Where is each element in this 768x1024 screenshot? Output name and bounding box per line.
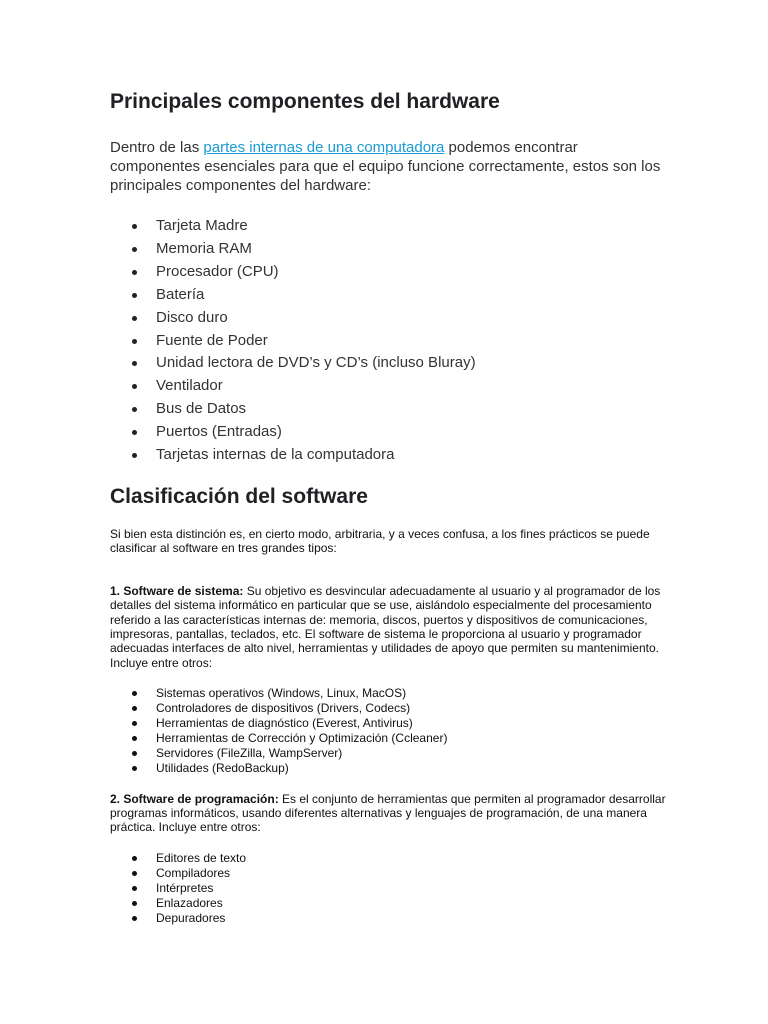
list-item: Herramientas de Corrección y Optimización (Ccleaner) xyxy=(110,731,670,746)
document-page xyxy=(110,86,670,925)
list-item: Puertos (Entradas) xyxy=(110,421,670,444)
software-sistema-text: Su objetivo es desvincular adecuadamente al usuario y al programador de los detalles del sistema informático en particular que se use, aislándolo especialmente del procesamiento referido a las características internas de: memoria, discos, puertos y dispositivos de comunicaciones, impresoras, pantallas, teclados, etc. El software de sistema le proporciona al usuario y programador adecuadas interfaces de alto nivel, herramientas y utilidades de apoyo que permiten su mantenimiento. Incluye entre otros: xyxy=(110,583,661,670)
software-programacion-text: Es el conjunto de herramientas que permiten al programador desarrollar programas informáticos, usando diferentes alternativas y lenguajes de programación, de una manera práctica. Incluye entre otros: xyxy=(110,791,666,835)
list-item: Enlazadores xyxy=(110,896,670,911)
list-item: Controladores de dispositivos (Drivers, Codecs) xyxy=(110,701,670,716)
list-item: Intérpretes xyxy=(110,881,670,896)
list-item: Bus de Datos xyxy=(110,398,670,421)
hardware-list xyxy=(110,215,670,467)
software-sistema-heading: 1. Software de sistema: xyxy=(110,583,244,598)
software-sistema-paragraph xyxy=(110,584,670,670)
software-intro: Si bien esta distinción es, en cierto modo, arbitraria, y a veces confusa, a los fines prácticos se puede clasificar al software en tres grandes tipos: xyxy=(110,526,650,556)
list-item: Procesador (CPU) xyxy=(110,261,670,284)
list-item: Fuente de Poder xyxy=(110,330,670,353)
list-item: Herramientas de diagnóstico (Everest, Antivirus) xyxy=(110,716,670,731)
hardware-intro-before: Dentro de las xyxy=(110,139,204,156)
list-item: Servidores (FileZilla, WampServer) xyxy=(110,746,670,761)
list-item: Utilidades (RedoBackup) xyxy=(110,761,670,776)
list-item: Tarjetas internas de la computadora xyxy=(110,444,670,467)
list-item: Sistemas operativos (Windows, Linux, MacOS) xyxy=(110,686,670,701)
hardware-heading: Principales componentes del hardware xyxy=(110,90,500,113)
software-sistema-list xyxy=(110,686,670,775)
software-programacion-paragraph xyxy=(110,792,670,835)
hardware-intro-after: podemos encontrar componentes esenciales para que el equipo funcione correctamente, estos son los principales componentes del hardware: xyxy=(110,139,661,194)
software-programacion-heading: 2. Software de programación: xyxy=(110,791,279,806)
list-item: Editores de texto xyxy=(110,851,670,866)
software-heading: Clasificación del software xyxy=(110,484,368,508)
list-item: Tarjeta Madre xyxy=(110,215,670,238)
partes-internas-link[interactable]: partes internas de una computadora xyxy=(203,139,445,156)
list-item: Disco duro xyxy=(110,307,670,330)
list-item: Depuradores xyxy=(110,911,670,926)
list-item: Batería xyxy=(110,284,670,307)
hardware-intro xyxy=(110,138,670,195)
list-item: Ventilador xyxy=(110,375,670,398)
list-item: Compiladores xyxy=(110,866,670,881)
software-programacion-list xyxy=(110,851,670,926)
list-item: Memoria RAM xyxy=(110,238,670,261)
list-item: Unidad lectora de DVD’s y CD’s (incluso Bluray) xyxy=(110,352,670,375)
